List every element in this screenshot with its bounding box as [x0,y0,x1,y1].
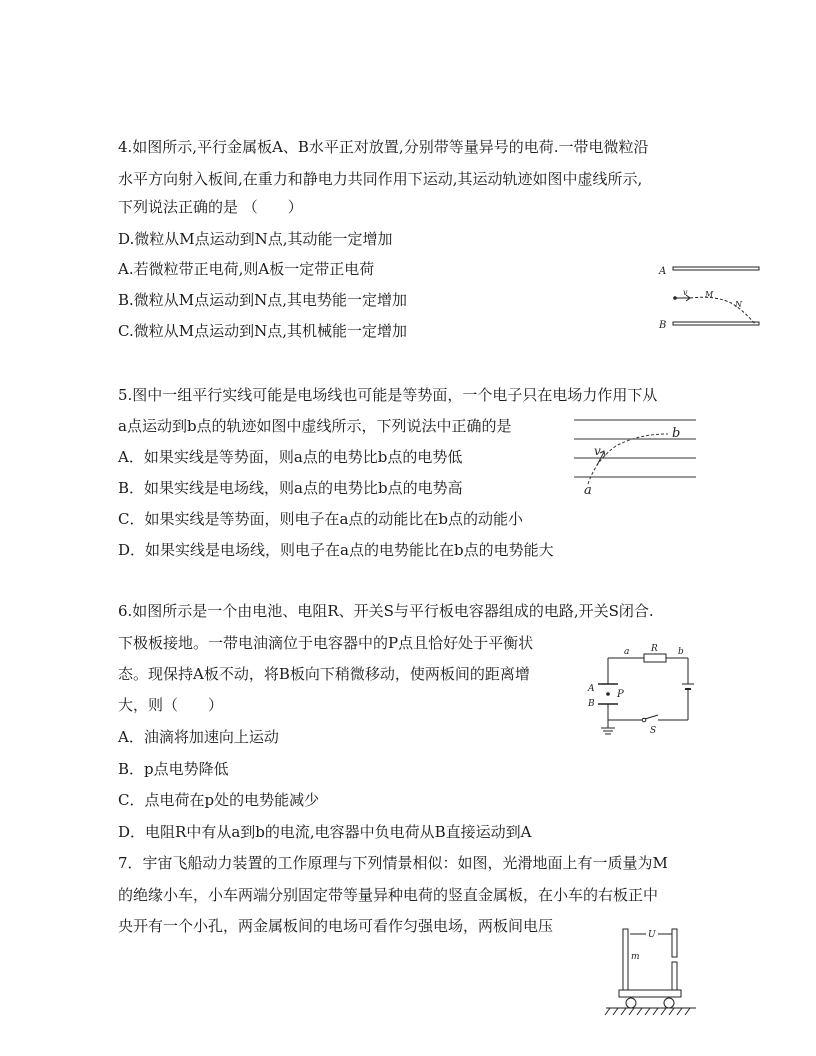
q5-field-figure [572,412,702,498]
q4-v-label: v [683,288,688,297]
q4-option-c: C.微粒从M点运动到N点,其机械能一定增加 [118,322,407,340]
q6-plate-b-label: B [588,699,595,709]
q5-option-a: A．如果实线是等势面，则a点的电势比b点的电势低 [118,448,463,466]
q4-plate-b [673,322,759,325]
q6-s-label: S [650,726,657,736]
q4-plate-b-label: B [659,320,667,331]
q7-cart-figure [604,926,698,1022]
q6-option-c: C．点电荷在p处的电势能减少 [118,791,320,809]
q6-stem-line-2: 下极板接地。一带电油滴位于电容器中的P点且恰好处于平衡状 [118,634,534,652]
q5-option-d: D．如果实线是电场线，则电子在a点的电势能比在b点的电势能大 [118,541,554,559]
q7-wheel-right [664,998,674,1008]
q4-stem-line-1: 4.如图所示,平行金属板A、B水平正对放置,分别带等量异号的电荷.一带电微粒沿 [118,138,649,156]
q6-option-d: D．电阻R中有从a到b的电流,电容器中负电荷从B直接运动到A [118,823,532,841]
q4-plate-a-label: A [659,266,667,277]
q4-option-b: B.微粒从M点运动到N点,其电势能一定增加 [118,291,408,309]
q5-b-label: b [672,426,681,441]
q6-r-label: R [651,644,658,654]
q5-stem-line-1: 5.图中一组平行实线可能是电场线也可能是等势面，一个电子只在电场力作用下从 [118,386,658,404]
q5-option-c: C．如果实线是等势面，则电子在a点的动能比在b点的动能小 [118,510,524,528]
q6-resistor [644,654,666,662]
q4-trajectory [690,297,755,324]
q5-stem-line-2: a点运动到b点的轨迹如图中虚线所示，下列说法中正确的是 [118,417,512,435]
q6-option-a: A．油滴将加速向上运动 [118,728,279,746]
q6-circuit-figure [584,640,696,736]
q7-wheel-left [626,998,636,1008]
q6-option-b: B．p点电势降低 [118,760,229,778]
q7-right-plate-upper [672,929,677,957]
q6-a-label: a [624,647,630,657]
q6-stem-line-1: 6.如图所示是一个由电池、电阻R、开关S与平行板电容器组成的电路,开关S闭合. [118,602,654,620]
q6-oil-drop [606,692,610,696]
q6-p-label: P [617,689,624,700]
q7-cart-body [619,990,681,997]
q5-a-label: a [584,483,592,498]
q7-stem-line-1: 7．宇宙飞船动力装置的工作原理与下列情景相似：如图，光滑地面上有一质量为M [118,854,668,872]
q4-option-d: D.微粒从M点运动到N点,其动能一定增加 [118,230,393,248]
q5-v-label: v [594,444,601,458]
q4-plate-a [673,267,759,270]
q4-n-label: N [735,300,742,309]
q4-m-label: M [705,290,714,299]
q7-stem-line-3: 央开有一个小孔，两金属板间的电场可看作匀强电场，两板间电压 [118,917,554,935]
q5-option-b: B．如果实线是电场线，则a点的电势比b点的电势高 [118,479,463,497]
q7-left-plate [623,929,628,993]
q4-option-a: A.若微粒带正电荷,则A板一定带正电荷 [118,260,375,278]
q7-right-plate-lower [672,962,677,993]
q6-stem-line-4: 大，则（ ） [118,696,224,714]
q4-capacitor-figure [655,258,765,336]
q7-ground-hatching [605,1008,690,1015]
q6-b-label: b [678,647,684,657]
q4-stem-line-2: 水平方向射入板间,在重力和静电力共同作用下运动,其运动轨迹如图中虚线所示, [118,170,643,188]
q6-plate-a-label: A [588,684,595,694]
q6-stem-line-3: 态。现保持A板不动，将B板向下稍微移动，使两板间的距离增 [118,665,530,683]
q7-stem-line-2: 的绝缘小车，小车两端分别固定带等量异种电荷的竖直金属板，在小车的右板正中 [118,886,659,904]
q4-stem-line-3: 下列说法正确的是 （ ） [118,198,303,216]
q7-u-label: U [648,930,656,940]
q7-m-label: m [631,952,640,962]
